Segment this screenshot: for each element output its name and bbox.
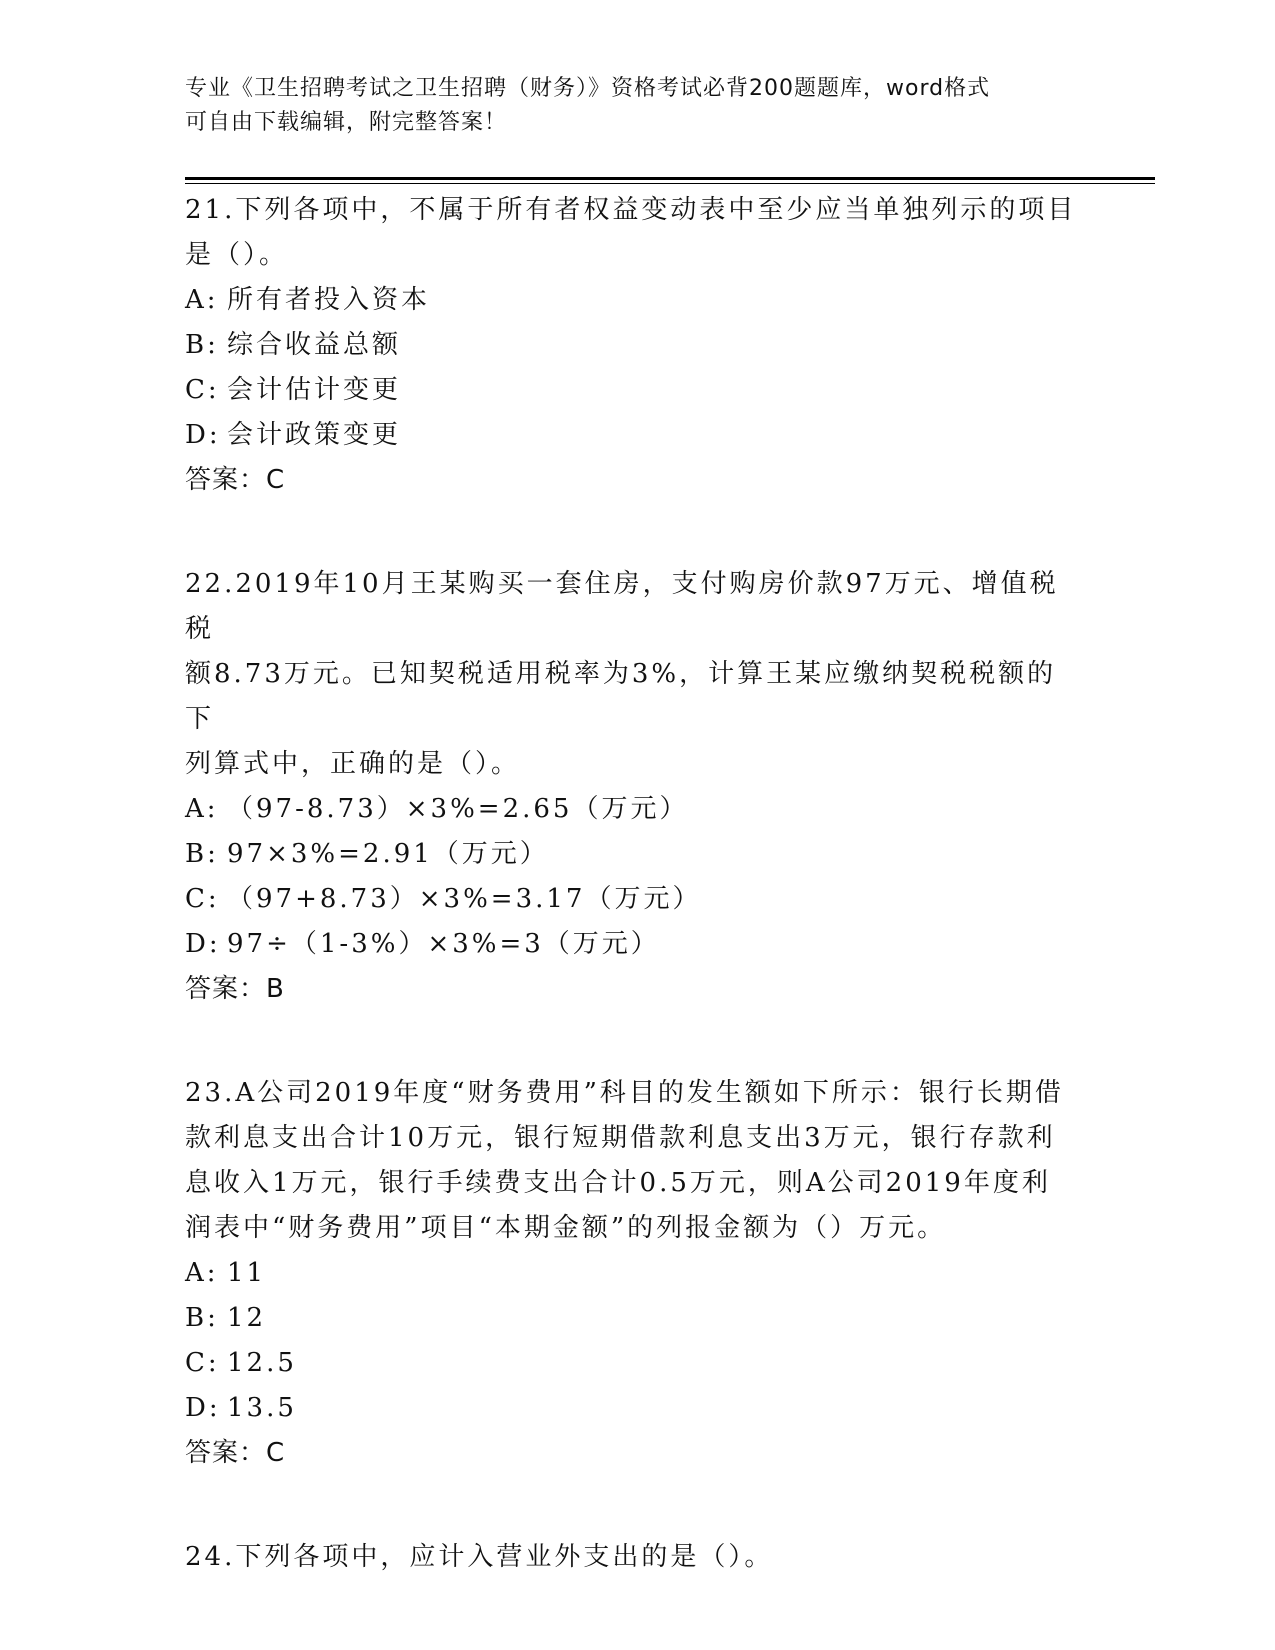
stem-line: 是（）。 [185, 240, 289, 270]
option-b [185, 323, 1085, 368]
stem-line: 23.A公司2019年度“财务费用”科目的发生额如下所示：银行长期借 [185, 1078, 1064, 1108]
option-letter: D: [185, 420, 221, 450]
option-text: 综合收益总额 [227, 330, 402, 360]
question-stem [185, 1535, 1085, 1580]
question-21 [185, 188, 1085, 503]
header-line-1: 专业《卫生招聘考试之卫生招聘（财务）》资格考试必背200题题库，word格式 [185, 76, 991, 101]
option-text: 所有者投入资本 [227, 285, 431, 315]
question-list [185, 188, 1085, 1639]
header-line-2: 可自由下载编辑，附完整答案！ [185, 110, 508, 135]
option-d [185, 413, 1085, 458]
question-stem [185, 562, 1085, 787]
option-text: 13.5 [227, 1393, 297, 1423]
option-a [185, 278, 1085, 323]
option-b [185, 1296, 1085, 1341]
option-letter: A: [185, 285, 219, 315]
option-c [185, 368, 1085, 413]
answer-label: 答案：C [185, 1438, 286, 1468]
stem-line: 列算式中，正确的是（）。 [185, 749, 521, 779]
option-letter: D: [185, 929, 221, 959]
stem-line: 款利息支出合计10万元，银行短期借款利息支出3万元，银行存款利 [185, 1123, 1056, 1153]
answer-label: 答案：B [185, 974, 285, 1004]
option-letter: C: [185, 884, 220, 914]
option-letter: C: [185, 375, 220, 405]
question-stem [185, 1071, 1085, 1251]
header-divider-thin [185, 183, 1155, 184]
option-letter: B: [185, 839, 219, 869]
question-23 [185, 1071, 1085, 1476]
option-letter: C: [185, 1348, 220, 1378]
option-text: 12.5 [227, 1348, 297, 1378]
option-text: 97÷（1-3%）×3%=3（万元） [227, 929, 660, 959]
question-stem [185, 188, 1085, 278]
stem-line: 24.下列各项中，应计入营业外支出的是（）。 [185, 1542, 774, 1572]
option-d [185, 922, 1085, 967]
option-c [185, 877, 1085, 922]
option-text: 97×3%=2.91（万元） [227, 839, 549, 869]
stem-line: 润表中“财务费用”项目“本期金额”的列报金额为（）万元。 [185, 1213, 947, 1243]
answer-label: 答案：C [185, 465, 286, 495]
question-22 [185, 562, 1085, 1012]
option-text: 会计估计变更 [227, 375, 402, 405]
option-letter: A: [185, 1258, 219, 1288]
stem-line: 22.2019年10月王某购买一套住房，支付购房价款97万元、增值税税 [185, 569, 1059, 644]
stem-line: 21.下列各项中，不属于所有者权益变动表中至少应当单独列示的项目 [185, 195, 1077, 225]
option-letter: D: [185, 1393, 221, 1423]
option-text: （97+8.73）×3%=3.17（万元） [227, 884, 702, 914]
option-text: （97-8.73）×3%=2.65（万元） [227, 794, 689, 824]
option-text: 12 [227, 1303, 267, 1333]
option-b [185, 832, 1085, 877]
question-24 [185, 1535, 1085, 1580]
option-letter: B: [185, 330, 219, 360]
option-d [185, 1386, 1085, 1431]
stem-line: 额8.73万元。已知契税适用税率为3%，计算王某应缴纳契税税额的下 [185, 659, 1057, 734]
page-header [185, 72, 1065, 140]
option-letter: B: [185, 1303, 219, 1333]
option-c [185, 1341, 1085, 1386]
option-letter: A: [185, 794, 219, 824]
option-text: 会计政策变更 [227, 420, 402, 450]
option-a [185, 787, 1085, 832]
option-a [185, 1251, 1085, 1296]
option-text: 11 [227, 1258, 267, 1288]
header-divider-thick [185, 177, 1155, 180]
stem-line: 息收入1万元，银行手续费支出合计0.5万元，则A公司2019年度利 [185, 1168, 1051, 1198]
